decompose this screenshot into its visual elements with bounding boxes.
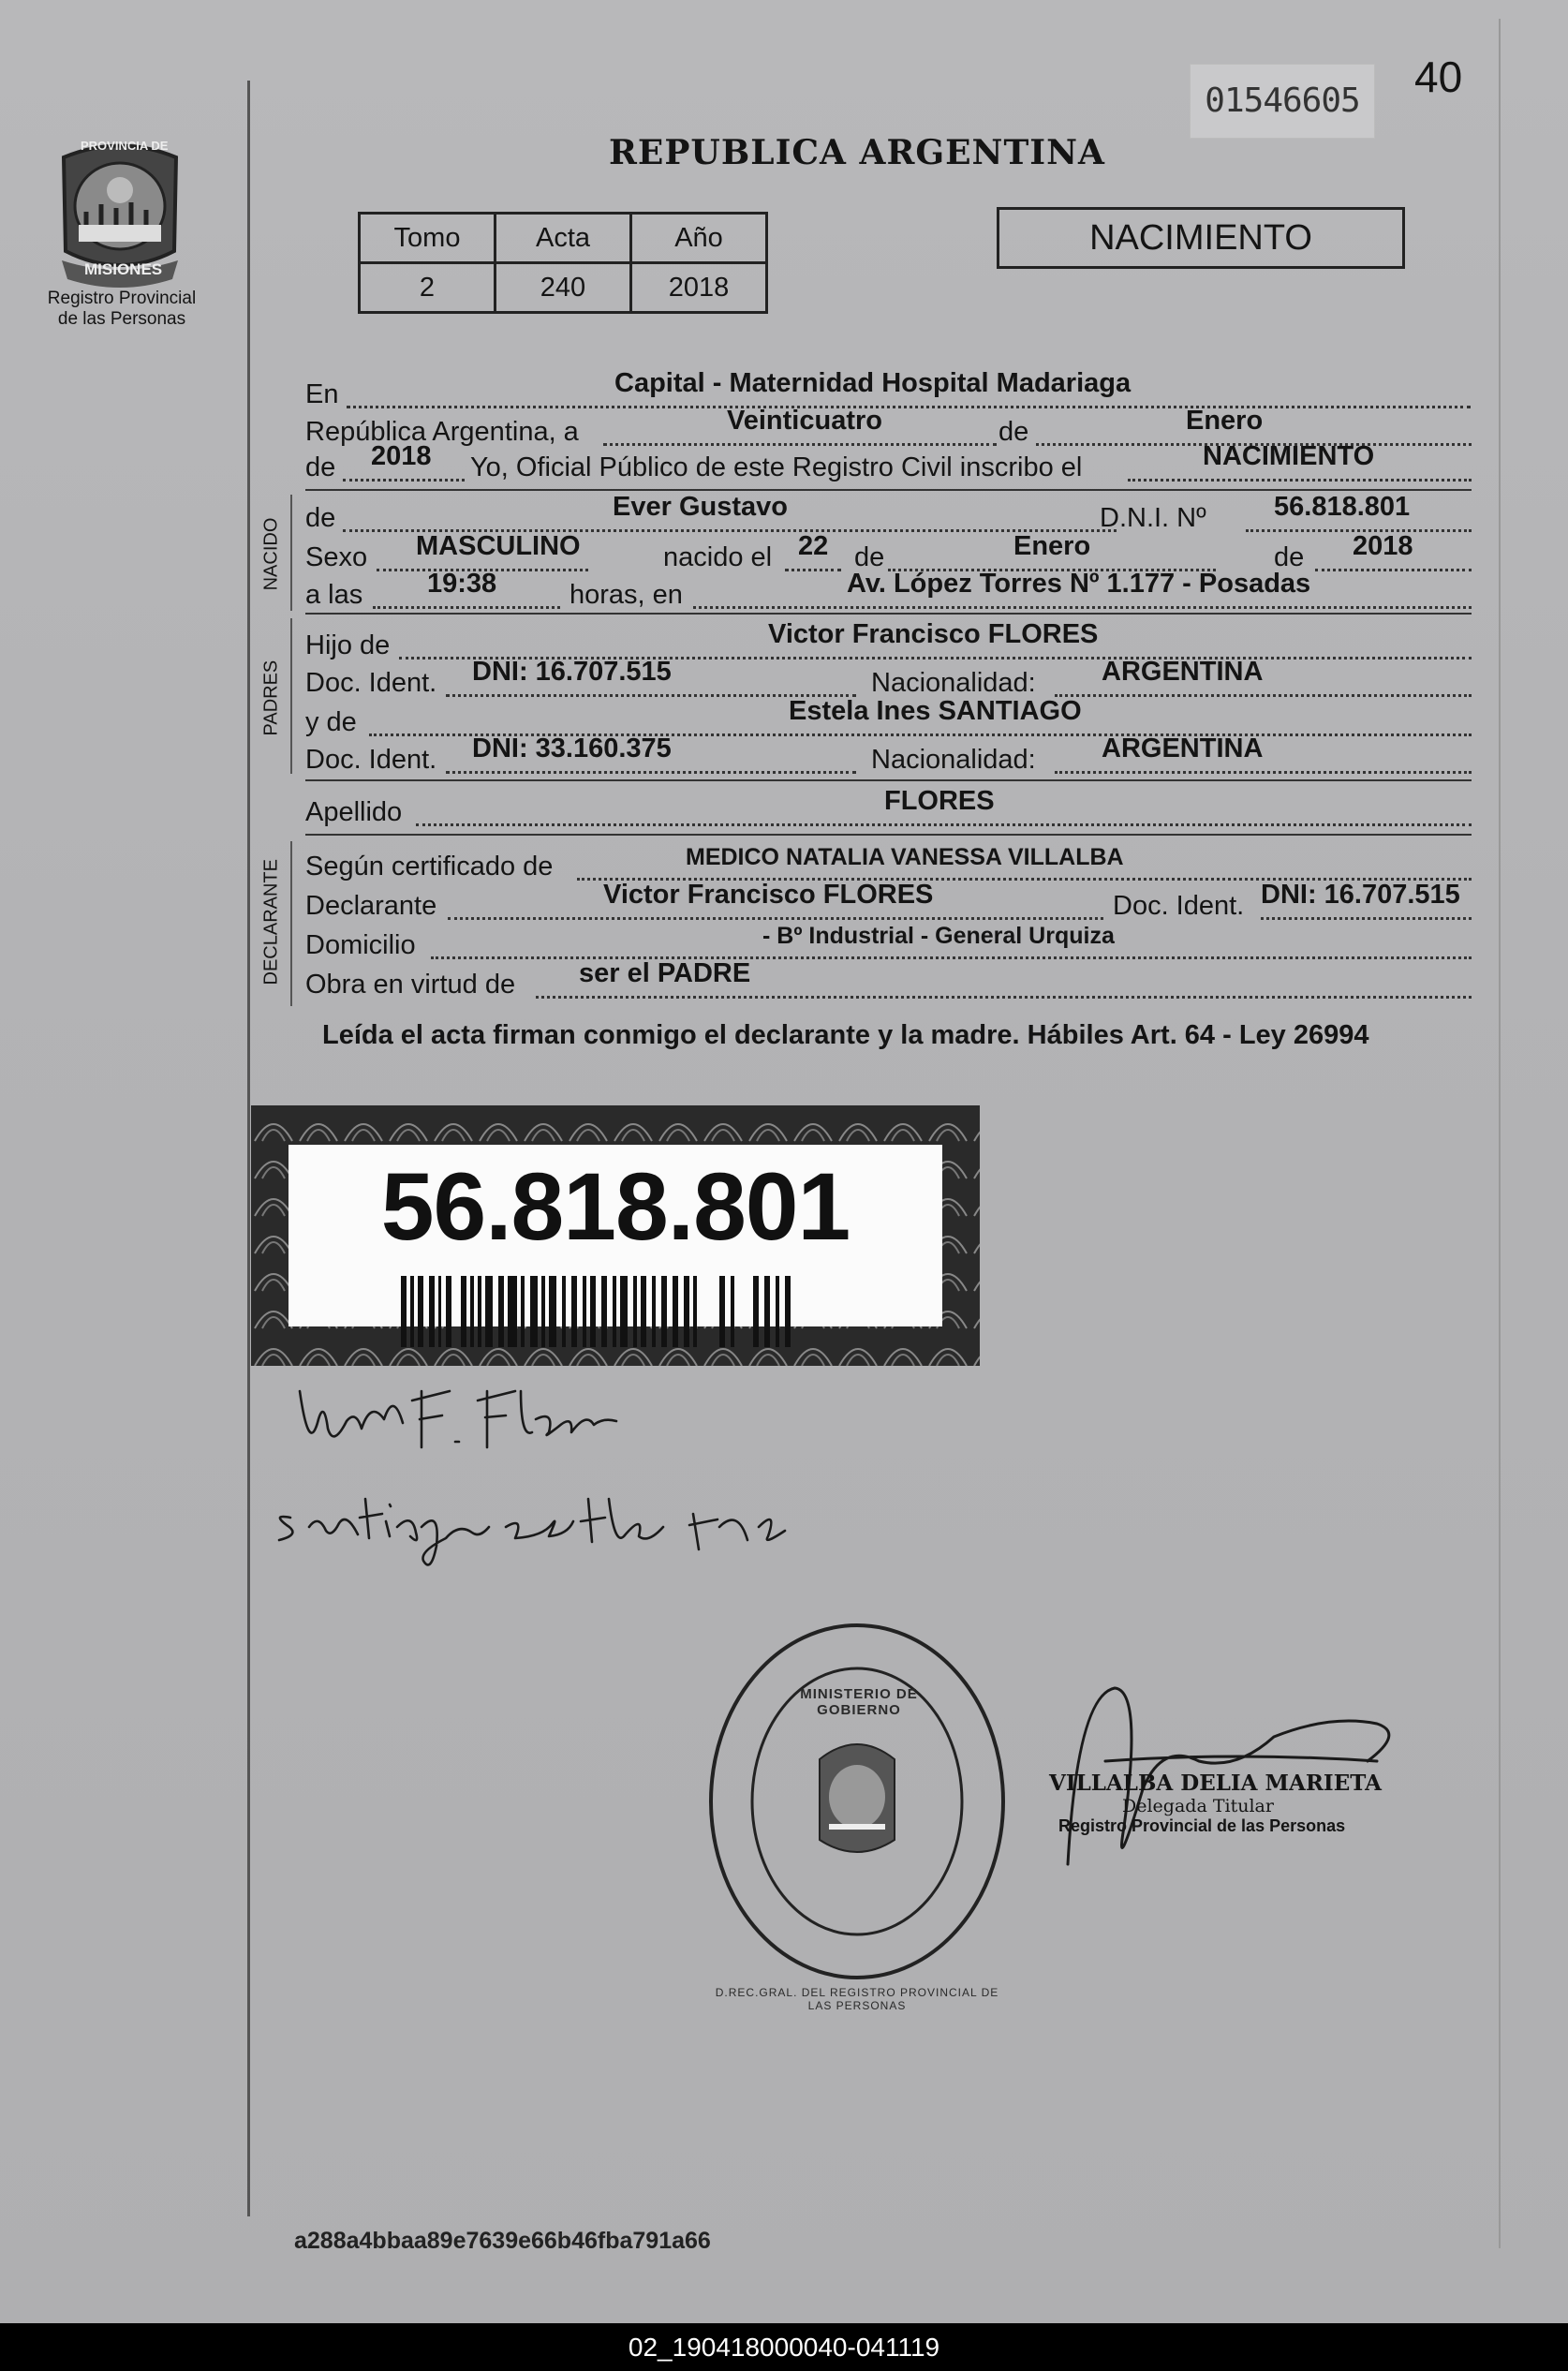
dotted-line — [343, 479, 465, 482]
mother-nationality-value: ARGENTINA — [1102, 734, 1264, 763]
section-rule — [305, 834, 1472, 836]
row-surname — [305, 786, 1472, 830]
barcode-number: 56.818.801 — [380, 1153, 851, 1260]
doc-label: Doc. Ident. — [1113, 891, 1245, 921]
dni-value: 56.818.801 — [1274, 492, 1411, 522]
row-place — [305, 368, 1472, 412]
oficial-text: Yo, Oficial Público de este Registro Civil inscribo el — [470, 452, 1083, 482]
section-bracket-declarante — [290, 841, 292, 1006]
sex-value: MASCULINO — [416, 531, 581, 561]
header-acta: Acta — [496, 214, 631, 263]
dni-barcode-sticker — [251, 1105, 980, 1366]
surname-value: FLORES — [884, 786, 995, 816]
horas-label: horas, en — [570, 580, 683, 610]
nacido-label: nacido el — [663, 542, 773, 572]
document-hash: a288a4bbaa89e7639e66b46fba791a66 — [294, 2228, 711, 2254]
row-address — [305, 923, 1472, 963]
official-seal — [704, 1619, 1010, 1984]
declarant-signature — [281, 1363, 656, 1466]
value-tomo: 2 — [360, 263, 496, 313]
alas-label: a las — [305, 580, 363, 610]
dotted-line — [373, 606, 560, 609]
name-value: Ever Gustavo — [613, 492, 788, 522]
registry-table — [358, 212, 768, 314]
declarant-value: Victor Francisco FLORES — [603, 880, 934, 910]
official-registry: Registro Provincial de las Personas — [1058, 1816, 1346, 1835]
de-label: de — [305, 452, 336, 482]
value-acta: 240 — [496, 263, 631, 313]
birth-day-value: 22 — [798, 531, 829, 561]
row-year — [305, 441, 1472, 485]
year-value: 2018 — [371, 441, 432, 471]
right-margin-line — [1499, 19, 1501, 2248]
birth-year-value: 2018 — [1353, 531, 1413, 561]
dotted-line — [1055, 771, 1472, 774]
de-label: de — [854, 542, 885, 572]
section-rule — [305, 779, 1472, 781]
section-bracket-padres — [290, 618, 292, 774]
section-bracket-nacido — [290, 495, 292, 611]
apellido-label: Apellido — [305, 797, 403, 827]
dotted-line — [693, 606, 1472, 609]
republica-label: República Argentina, a — [305, 417, 579, 447]
dotted-line — [416, 823, 1472, 826]
section-rule — [305, 489, 1472, 491]
section-rule — [305, 613, 1472, 615]
footer-filename: 02_190418000040-041119 — [0, 2323, 1568, 2371]
row-declarant — [305, 880, 1472, 924]
dotted-line — [448, 917, 1103, 920]
father-nationality-value: ARGENTINA — [1102, 657, 1264, 687]
certificate-value: MEDICO NATALIA VANESSA VILLALBA — [686, 844, 1124, 870]
doc-label: Doc. Ident. — [305, 745, 437, 775]
dotted-line — [446, 771, 856, 774]
dotted-line — [1315, 569, 1472, 571]
day-value: Veinticuatro — [727, 406, 882, 436]
act-type-value: NACIMIENTO — [1203, 441, 1375, 471]
side-label-padres: PADRES — [260, 659, 282, 736]
side-label-declarante: DECLARANTE — [260, 859, 282, 985]
domicilio-label: Domicilio — [305, 930, 416, 960]
row-time-place — [305, 569, 1472, 613]
cert-label: Según certificado de — [305, 852, 554, 882]
yde-label: y de — [305, 707, 357, 737]
obra-label: Obra en virtud de — [305, 970, 516, 1000]
left-margin-line — [247, 81, 250, 2216]
nac-label: Nacionalidad: — [871, 745, 1036, 775]
mother-name-value: Estela Ines SANTIAGO — [789, 696, 1082, 726]
de-label: de — [1274, 542, 1305, 572]
hijo-label: Hijo de — [305, 630, 391, 660]
sexo-label: Sexo — [305, 542, 368, 572]
mother-doc-value: DNI: 33.160.375 — [472, 734, 672, 763]
side-label-nacido: NACIDO — [260, 517, 282, 591]
mother-signature — [272, 1471, 871, 1583]
doc-label: Doc. Ident. — [305, 668, 437, 698]
de-label: de — [998, 417, 1029, 447]
value-anio: 2018 — [631, 263, 767, 313]
declarant-doc-value: DNI: 16.707.515 — [1261, 880, 1460, 910]
nac-label: Nacionalidad: — [871, 668, 1036, 698]
dotted-line — [785, 569, 841, 571]
birth-time-value: 19:38 — [427, 569, 497, 599]
row-capacity — [305, 958, 1472, 1002]
country-heading: REPUBLICA ARGENTINA — [609, 133, 1105, 172]
father-doc-value: DNI: 16.707.515 — [472, 657, 672, 687]
logo-top-text: PROVINCIA DE — [81, 139, 169, 153]
serial-number: 01546605 — [1190, 64, 1375, 139]
dotted-line — [347, 406, 1471, 408]
place-value: Capital - Maternidad Hospital Madariaga — [614, 368, 1132, 398]
row-father-doc — [305, 657, 1472, 701]
page-number: 40 — [1414, 52, 1463, 101]
dotted-line — [1261, 917, 1472, 920]
official-title: Delegada Titular — [1122, 1796, 1274, 1816]
row-mother-doc — [305, 734, 1472, 778]
header-anio: Año — [631, 214, 767, 263]
logo-caption — [28, 289, 215, 330]
dotted-line — [1055, 694, 1472, 697]
father-name-value: Victor Francisco FLORES — [768, 619, 1099, 649]
en-label: En — [305, 379, 339, 409]
seal-outer-text: D.REC.GRAL. DEL REGISTRO PROVINCIAL DE LAS PERSONAS — [715, 1986, 999, 2012]
closing-text: Leída el acta firman conmigo el declarante y la madre. Hábiles Art. 64 - Ley 26994 — [322, 1020, 1369, 1050]
capacity-value: ser el PADRE — [579, 958, 751, 988]
logo-bottom-text: MISIONES — [84, 260, 163, 278]
dni-label: D.N.I. Nº — [1100, 503, 1206, 533]
logo-caption-line2: de las Personas — [57, 309, 186, 329]
official-name: VILLALBA DELIA MARIETA — [1049, 1771, 1382, 1796]
declarante-label: Declarante — [305, 891, 437, 921]
act-type-box: NACIMIENTO — [997, 207, 1405, 269]
row-certificate — [305, 844, 1472, 884]
logo-caption-line1: Registro Provincial — [47, 289, 197, 308]
header-tomo: Tomo — [360, 214, 496, 263]
barcode-label — [288, 1145, 942, 1326]
seal-inner-text: MINISTERIO DE GOBIERNO — [800, 1686, 918, 1718]
dotted-line — [536, 996, 1472, 999]
row-name — [305, 492, 1472, 536]
dotted-line — [1128, 479, 1472, 482]
birth-month-value: Enero — [1013, 531, 1091, 561]
barcode-bars — [401, 1276, 832, 1347]
dotted-line — [603, 443, 997, 446]
birth-place-value: Av. López Torres Nº 1.177 - Posadas — [847, 569, 1311, 599]
month-value: Enero — [1186, 406, 1264, 436]
de-label: de — [305, 503, 336, 533]
official-stamp — [1049, 1771, 1424, 1836]
address-value: - Bº Industrial - General Urquiza — [762, 923, 1115, 949]
